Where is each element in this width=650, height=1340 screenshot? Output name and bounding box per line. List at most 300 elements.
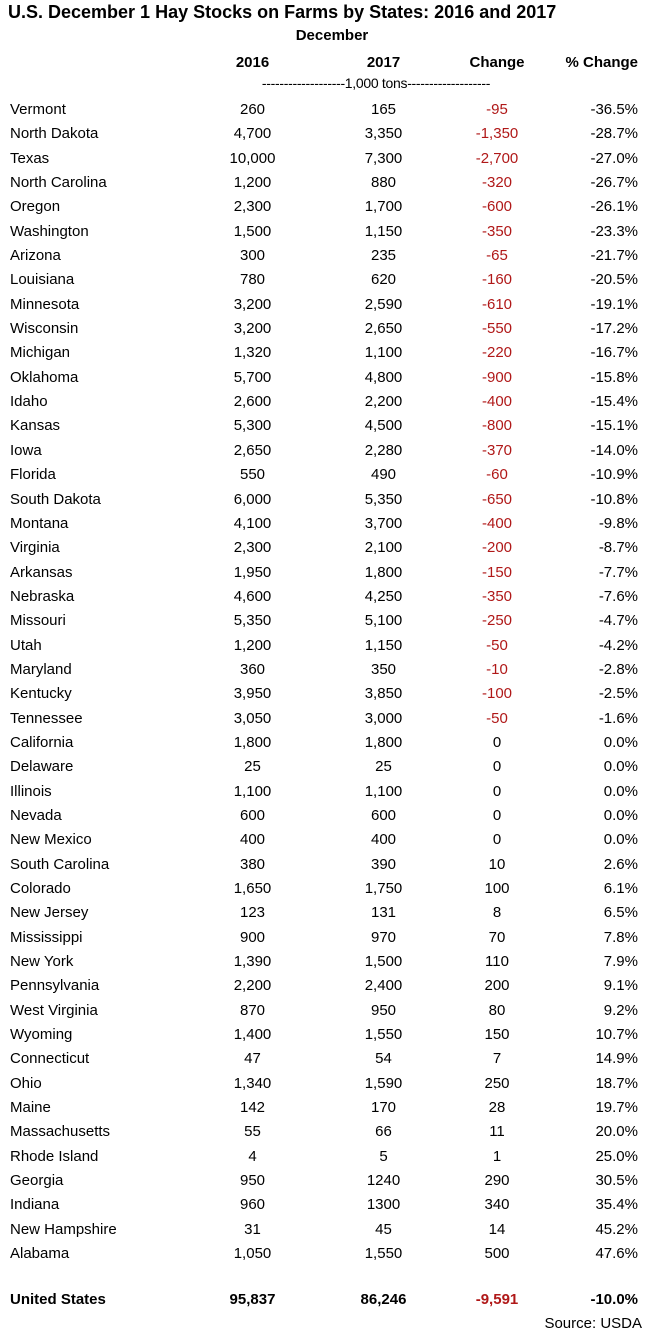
- change-cell: -900: [481, 368, 513, 386]
- table-row: [0, 804, 650, 828]
- value-2017-cell: 490: [370, 466, 397, 484]
- table-row: [0, 244, 650, 268]
- change-cell: 0: [492, 782, 502, 800]
- column-header-pct-change: % Change: [565, 54, 638, 71]
- change-cell: -800: [481, 417, 513, 435]
- change-cell: -1,350: [475, 125, 519, 143]
- state-cell: New Jersey: [10, 904, 89, 922]
- value-2017-cell: 1,700: [364, 198, 403, 216]
- value-2016-cell: 1,390: [233, 953, 272, 971]
- pct-change-cell: 7.8%: [603, 928, 638, 946]
- table-row: [0, 1047, 650, 1071]
- change-cell: -650: [481, 490, 513, 508]
- value-2016-cell: 1,650: [233, 880, 272, 897]
- pct-change-cell: -16.7%: [590, 344, 638, 362]
- table-row: [0, 828, 650, 852]
- pct-change-cell: -1.6%: [598, 709, 638, 727]
- table-row: [0, 390, 650, 414]
- state-cell: New Hampshire: [10, 1220, 117, 1238]
- pct-change-cell: 0.0%: [603, 758, 638, 776]
- pct-change-cell: -7.7%: [598, 563, 638, 581]
- pct-change-cell: 14.9%: [595, 1050, 638, 1068]
- value-2017-cell: 600: [370, 806, 397, 824]
- table-row: [0, 780, 650, 804]
- state-cell: Florida: [10, 466, 56, 484]
- pct-change-cell: -7.6%: [598, 587, 638, 605]
- pct-change-cell: 0.0%: [603, 806, 638, 824]
- value-2016-cell: 123: [239, 904, 266, 922]
- change-cell: -100: [481, 685, 513, 703]
- value-2017-cell: 25: [375, 758, 392, 776]
- state-cell: Georgia: [10, 1172, 64, 1190]
- source-note: Source: USDA: [544, 1315, 642, 1332]
- state-cell: Indiana: [10, 1196, 60, 1214]
- table-row: [0, 877, 650, 901]
- pct-change-cell: -10.9%: [590, 466, 638, 484]
- change-cell: -10: [486, 660, 508, 678]
- pct-change-cell: 9.2%: [603, 1001, 638, 1019]
- change-cell: -350: [481, 222, 513, 240]
- value-2016-cell: 2,300: [233, 198, 272, 216]
- value-2016-cell: 1,200: [233, 174, 272, 192]
- value-2016-cell: 1,400: [233, 1026, 272, 1044]
- change-cell: -610: [481, 295, 513, 313]
- state-cell: Massachusetts: [10, 1123, 111, 1141]
- table-row: [0, 1023, 650, 1047]
- table-row: [0, 536, 650, 560]
- total-change: -9,591: [475, 1291, 519, 1308]
- value-2016-cell: 360: [239, 660, 266, 678]
- change-cell: -65: [486, 247, 508, 265]
- state-cell: Nevada: [10, 806, 62, 824]
- value-2016-cell: 5,700: [233, 368, 272, 386]
- state-cell: North Carolina: [10, 174, 107, 192]
- units-label: -------------------1,000 tons-------------------: [261, 75, 491, 91]
- value-2017-cell: 400: [370, 831, 397, 849]
- value-2016-cell: 142: [239, 1099, 266, 1117]
- pct-change-cell: -17.2%: [590, 320, 638, 338]
- state-cell: Montana: [10, 514, 69, 532]
- value-2017-cell: 1,800: [364, 563, 403, 581]
- value-2016-cell: 1,200: [233, 636, 272, 654]
- value-2016-cell: 4,100: [233, 514, 272, 532]
- table-row: [0, 341, 650, 365]
- change-cell: -250: [481, 612, 513, 630]
- table-row: [0, 682, 650, 706]
- state-cell: West Virginia: [10, 1001, 98, 1019]
- state-cell: Alabama: [10, 1245, 70, 1263]
- change-cell: 10: [488, 855, 506, 873]
- state-cell: Idaho: [10, 393, 48, 411]
- change-cell: 0: [492, 806, 502, 824]
- state-cell: Utah: [10, 636, 42, 654]
- change-cell: 1: [492, 1147, 502, 1165]
- value-2017-cell: 1,550: [364, 1026, 403, 1044]
- value-2016-cell: 3,050: [233, 709, 272, 727]
- table-row: [0, 98, 650, 122]
- table-row: [0, 317, 650, 341]
- table-row: [0, 268, 650, 292]
- pct-change-cell: -2.5%: [598, 685, 638, 703]
- state-cell: Arkansas: [10, 563, 73, 581]
- value-2016-cell: 3,200: [233, 320, 272, 338]
- state-cell: Wyoming: [10, 1026, 73, 1044]
- pct-change-cell: 25.0%: [595, 1147, 638, 1165]
- change-cell: -95: [486, 101, 508, 118]
- state-cell: Connecticut: [10, 1050, 90, 1068]
- value-2017-cell: 5,350: [364, 490, 403, 508]
- change-cell: 14: [488, 1220, 506, 1238]
- value-2017-cell: 4,250: [364, 587, 403, 605]
- pct-change-cell: 19.7%: [595, 1099, 638, 1117]
- value-2016-cell: 2,600: [233, 393, 272, 411]
- value-2017-cell: 2,400: [364, 977, 403, 995]
- pct-change-cell: -2.8%: [598, 660, 638, 678]
- table-row: [0, 439, 650, 463]
- value-2017-cell: 950: [370, 1001, 397, 1019]
- change-cell: 100: [484, 880, 510, 897]
- value-2017-cell: 2,100: [364, 539, 403, 557]
- column-header-2017: 2017: [366, 54, 401, 71]
- state-cell: Virginia: [10, 539, 60, 557]
- state-cell: North Dakota: [10, 125, 99, 143]
- state-cell: Tennessee: [10, 709, 83, 727]
- table-row: [0, 122, 650, 146]
- pct-change-cell: -36.5%: [590, 101, 638, 118]
- change-cell: 200: [484, 977, 510, 995]
- change-cell: 80: [488, 1001, 506, 1019]
- total-2016: 95,837: [229, 1291, 276, 1308]
- value-2017-cell: 1300: [366, 1196, 401, 1214]
- pct-change-cell: 0.0%: [603, 733, 638, 751]
- pct-change-cell: -28.7%: [590, 125, 638, 143]
- value-2017-cell: 1240: [366, 1172, 401, 1190]
- value-2016-cell: 1,340: [233, 1074, 272, 1092]
- value-2016-cell: 600: [239, 806, 266, 824]
- value-2017-cell: 970: [370, 928, 397, 946]
- value-2017-cell: 350: [370, 660, 397, 678]
- pct-change-cell: 2.6%: [603, 855, 638, 873]
- table-row: [0, 220, 650, 244]
- state-cell: Michigan: [10, 344, 71, 362]
- state-cell: New Mexico: [10, 831, 92, 849]
- table-row: [0, 512, 650, 536]
- table-row: [0, 561, 650, 585]
- value-2016-cell: 4,700: [233, 125, 272, 143]
- change-cell: 110: [485, 953, 509, 971]
- pct-change-cell: -15.4%: [590, 393, 638, 411]
- table-row: [0, 147, 650, 171]
- value-2016-cell: 2,200: [233, 977, 272, 995]
- pct-change-cell: 10.7%: [595, 1026, 638, 1044]
- value-2017-cell: 3,850: [364, 685, 403, 703]
- value-2017-cell: 3,000: [364, 709, 403, 727]
- change-cell: 8: [492, 904, 502, 922]
- change-cell: -150: [481, 563, 513, 581]
- pct-change-cell: 18.7%: [595, 1074, 638, 1092]
- value-2016-cell: 900: [239, 928, 266, 946]
- value-2016-cell: 960: [239, 1196, 266, 1214]
- value-2017-cell: 3,350: [364, 125, 403, 143]
- pct-change-cell: -27.0%: [590, 149, 638, 167]
- value-2017-cell: 45: [375, 1220, 392, 1238]
- state-cell: Mississippi: [10, 928, 83, 946]
- state-cell: South Dakota: [10, 490, 101, 508]
- state-cell: South Carolina: [10, 855, 110, 873]
- value-2017-cell: 1,590: [364, 1074, 403, 1092]
- state-cell: Iowa: [10, 441, 42, 459]
- table-row: [0, 1242, 650, 1266]
- value-2016-cell: 1,100: [233, 782, 272, 800]
- state-cell: Maryland: [10, 660, 72, 678]
- change-cell: -200: [481, 539, 513, 557]
- table-row: [0, 658, 650, 682]
- table-row: [0, 1096, 650, 1120]
- table-row: [0, 463, 650, 487]
- state-cell: Maine: [10, 1099, 51, 1117]
- value-2017-cell: 1,800: [364, 733, 403, 751]
- total-pct-change: -10.0%: [590, 1291, 638, 1308]
- table-row: [0, 1120, 650, 1144]
- change-cell: -60: [486, 466, 508, 484]
- value-2016-cell: 1,800: [233, 733, 272, 751]
- table-row: [0, 1218, 650, 1242]
- table-row: [0, 853, 650, 877]
- table-row: [0, 366, 650, 390]
- total-row: [0, 1288, 650, 1312]
- value-2016-cell: 1,050: [233, 1245, 272, 1263]
- value-2016-cell: 25: [244, 758, 261, 776]
- state-cell: Delaware: [10, 758, 74, 776]
- pct-change-cell: -9.8%: [598, 514, 638, 532]
- state-cell: Minnesota: [10, 295, 80, 313]
- state-cell: New York: [10, 953, 74, 971]
- table-row: [0, 1169, 650, 1193]
- value-2016-cell: 6,000: [233, 490, 272, 508]
- table-title: U.S. December 1 Hay Stocks on Farms by States: 2016 and 2017: [8, 2, 557, 22]
- value-2016-cell: 380: [239, 855, 266, 873]
- value-2016-cell: 4,600: [233, 587, 272, 605]
- value-2016-cell: 2,650: [233, 441, 272, 459]
- value-2016-cell: 300: [239, 247, 266, 265]
- value-2017-cell: 3,700: [364, 514, 403, 532]
- change-cell: 70: [488, 928, 506, 946]
- state-cell: Colorado: [10, 880, 71, 897]
- value-2016-cell: 31: [244, 1220, 261, 1238]
- value-2016-cell: 950: [239, 1172, 266, 1190]
- state-cell: Pennsylvania: [10, 977, 100, 995]
- change-cell: 150: [484, 1026, 510, 1044]
- pct-change-cell: 6.5%: [603, 904, 638, 922]
- value-2017-cell: 1,750: [364, 880, 403, 897]
- value-2017-cell: 390: [370, 855, 397, 873]
- value-2017-cell: 170: [370, 1099, 397, 1117]
- value-2017-cell: 66: [375, 1123, 392, 1141]
- table-row: [0, 707, 650, 731]
- value-2017-cell: 7,300: [364, 149, 403, 167]
- change-cell: 0: [492, 831, 502, 849]
- value-2017-cell: 2,200: [364, 393, 403, 411]
- pct-change-cell: -4.7%: [598, 612, 638, 630]
- state-cell: Wisconsin: [10, 320, 79, 338]
- value-2016-cell: 1,320: [233, 344, 272, 362]
- pct-change-cell: 35.4%: [595, 1196, 638, 1214]
- pct-change-cell: 47.6%: [595, 1245, 638, 1263]
- group-header-december: December: [295, 27, 369, 44]
- change-cell: -320: [481, 174, 513, 192]
- state-cell: Texas: [10, 149, 50, 167]
- table-row: [0, 414, 650, 438]
- column-header-row: [0, 51, 650, 73]
- change-cell: -50: [486, 709, 508, 727]
- value-2017-cell: 1,500: [364, 953, 403, 971]
- state-cell: Ohio: [10, 1074, 42, 1092]
- table-row: [0, 293, 650, 317]
- change-cell: -370: [481, 441, 513, 459]
- value-2016-cell: 260: [239, 101, 266, 118]
- pct-change-cell: 45.2%: [595, 1220, 638, 1238]
- change-cell: 500: [484, 1245, 510, 1263]
- pct-change-cell: -26.7%: [590, 174, 638, 192]
- change-cell: -400: [481, 514, 513, 532]
- state-cell: Nebraska: [10, 587, 75, 605]
- change-cell: 0: [492, 733, 502, 751]
- pct-change-cell: 30.5%: [595, 1172, 638, 1190]
- table-row: [0, 999, 650, 1023]
- table-row: [0, 926, 650, 950]
- change-cell: -350: [481, 587, 513, 605]
- table-row: [0, 1145, 650, 1169]
- value-2016-cell: 2,300: [233, 539, 272, 557]
- column-header-2016: 2016: [235, 54, 270, 71]
- value-2016-cell: 870: [239, 1001, 266, 1019]
- pct-change-cell: 9.1%: [603, 977, 638, 995]
- table-row: [0, 609, 650, 633]
- change-cell: 28: [488, 1099, 506, 1117]
- pct-change-cell: -14.0%: [590, 441, 638, 459]
- change-cell: 290: [484, 1172, 510, 1190]
- pct-change-cell: -10.8%: [590, 490, 638, 508]
- state-cell: California: [10, 733, 74, 751]
- table-row: [0, 1072, 650, 1096]
- pct-change-cell: -20.5%: [590, 271, 638, 289]
- value-2017-cell: 2,590: [364, 295, 403, 313]
- pct-change-cell: 6.1%: [603, 880, 638, 897]
- table-row: [0, 585, 650, 609]
- total-state: United States: [10, 1291, 106, 1308]
- pct-change-cell: -26.1%: [590, 198, 638, 216]
- table-row: [0, 950, 650, 974]
- value-2017-cell: 4,500: [364, 417, 403, 435]
- value-2017-cell: 2,280: [364, 441, 403, 459]
- pct-change-cell: 20.0%: [595, 1123, 638, 1141]
- value-2016-cell: 550: [239, 466, 266, 484]
- table-row: [0, 195, 650, 219]
- value-2017-cell: 5: [379, 1147, 388, 1165]
- table-row: [0, 1193, 650, 1217]
- pct-change-cell: 7.9%: [603, 953, 638, 971]
- value-2017-cell: 1,550: [364, 1245, 403, 1263]
- pct-change-cell: 0.0%: [603, 831, 638, 849]
- state-cell: Rhode Island: [10, 1147, 99, 1165]
- change-cell: -550: [481, 320, 513, 338]
- value-2016-cell: 1,500: [233, 222, 272, 240]
- table-row: [0, 901, 650, 925]
- value-2016-cell: 400: [239, 831, 266, 849]
- pct-change-cell: -8.7%: [598, 539, 638, 557]
- pct-change-cell: -15.8%: [590, 368, 638, 386]
- table-row: [0, 731, 650, 755]
- value-2016-cell: 47: [244, 1050, 261, 1068]
- table-row: [0, 974, 650, 998]
- state-cell: Oklahoma: [10, 368, 79, 386]
- table-row: [0, 634, 650, 658]
- value-2016-cell: 10,000: [229, 149, 276, 167]
- change-cell: 11: [489, 1123, 505, 1141]
- change-cell: -600: [481, 198, 513, 216]
- pct-change-cell: -15.1%: [590, 417, 638, 435]
- value-2016-cell: 4: [248, 1147, 257, 1165]
- change-cell: 340: [484, 1196, 510, 1214]
- state-cell: Vermont: [10, 101, 66, 118]
- column-header-change: Change: [469, 54, 525, 71]
- table-row: [0, 755, 650, 779]
- change-cell: -400: [481, 393, 513, 411]
- pct-change-cell: -23.3%: [590, 222, 638, 240]
- value-2017-cell: 5,100: [364, 612, 403, 630]
- pct-change-cell: 0.0%: [603, 782, 638, 800]
- value-2016-cell: 5,300: [233, 417, 272, 435]
- value-2016-cell: 1,950: [233, 563, 272, 581]
- state-cell: Kentucky: [10, 685, 72, 703]
- table-row: [0, 488, 650, 512]
- value-2016-cell: 3,200: [233, 295, 272, 313]
- state-cell: Oregon: [10, 198, 61, 216]
- value-2017-cell: 1,150: [364, 636, 403, 654]
- change-cell: 0: [492, 758, 502, 776]
- value-2017-cell: 2,650: [364, 320, 403, 338]
- total-2017: 86,246: [360, 1291, 407, 1308]
- change-cell: -50: [486, 636, 508, 654]
- state-cell: Washington: [10, 222, 89, 240]
- table-body: [0, 98, 650, 1267]
- change-cell: -220: [481, 344, 513, 362]
- change-cell: 250: [484, 1074, 510, 1092]
- value-2017-cell: 1,100: [364, 344, 403, 362]
- state-cell: Arizona: [10, 247, 61, 265]
- value-2017-cell: 620: [370, 271, 397, 289]
- pct-change-cell: -19.1%: [590, 295, 638, 313]
- change-cell: -2,700: [475, 149, 519, 167]
- table-row: [0, 171, 650, 195]
- pct-change-cell: -21.7%: [590, 247, 638, 265]
- value-2017-cell: 880: [370, 174, 397, 192]
- value-2017-cell: 54: [375, 1050, 392, 1068]
- value-2017-cell: 4,800: [364, 368, 403, 386]
- value-2017-cell: 1,150: [364, 222, 403, 240]
- value-2016-cell: 3,950: [233, 685, 272, 703]
- state-cell: Missouri: [10, 612, 66, 630]
- value-2017-cell: 1,100: [364, 782, 403, 800]
- pct-change-cell: -4.2%: [598, 636, 638, 654]
- change-cell: -160: [481, 271, 513, 289]
- value-2016-cell: 5,350: [233, 612, 272, 630]
- change-cell: 7: [492, 1050, 502, 1068]
- value-2017-cell: 235: [370, 247, 397, 265]
- value-2016-cell: 780: [239, 271, 266, 289]
- state-cell: Kansas: [10, 417, 61, 435]
- state-cell: Illinois: [10, 782, 52, 800]
